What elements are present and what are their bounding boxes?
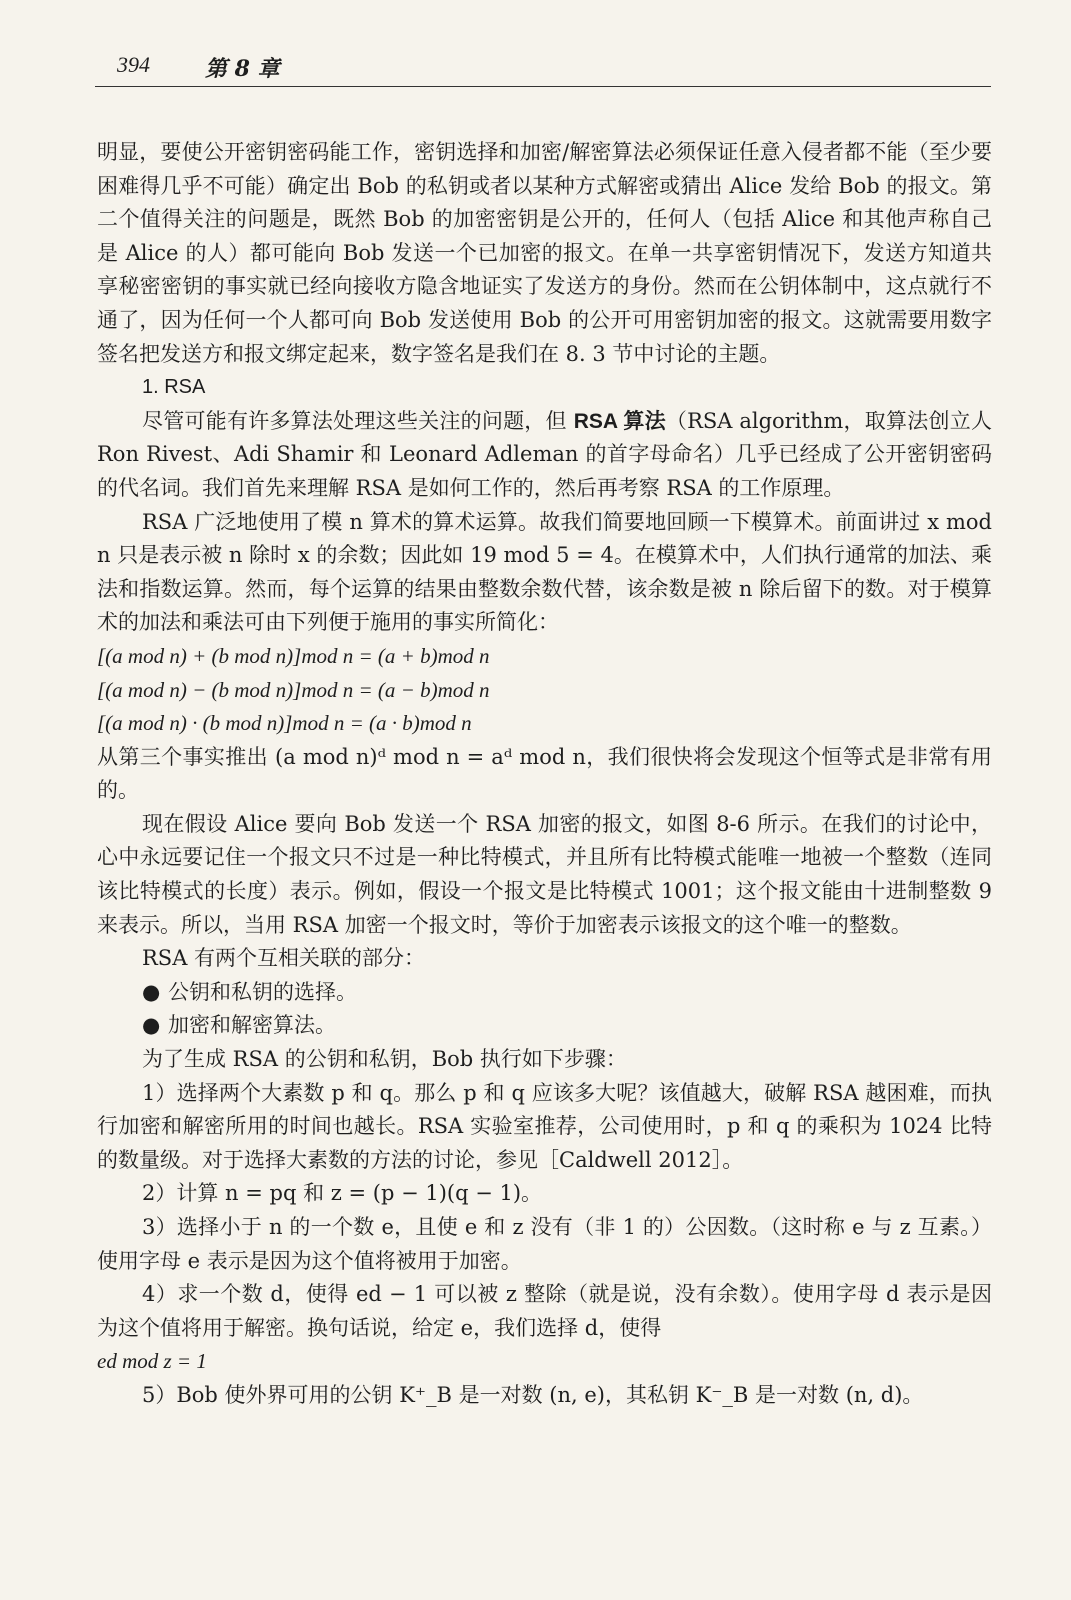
rsa-intro-text-b: （RSA algorithm，取算法创立人 Ron Rivest、Adi Shamir 和 Leonard Adleman 的首字母命名）几乎已经成了公开密钥密码的代名词。我们首先来理解 RSA 是如何工作的，然后再考察 RSA 的工作原理。 [97,408,992,500]
section-heading-rsa: 1. RSA [142,376,206,399]
chapter-title: 第 8 章 [205,56,280,82]
step-5: 5）Bob 使外界可用的公钥 K⁺_B 是一对数 (n, e)，其私钥 K⁻_B 是一对数 (n, d)。 [142,1382,924,1407]
equation-multiplication: [(a mod n) · (b mod n)]mod n = (a · b)mod n [97,711,472,736]
paragraph-key-generation: 为了生成 RSA 的公钥和私钥，Bob 执行如下步骤： [142,1047,627,1072]
page-number: 394 [117,52,150,77]
bullet-item-key-selection [97,976,992,1010]
step-2: 2）计算 n = pq 和 z = (p − 1)(q − 1)。 [142,1181,543,1206]
paragraph-rsa-intro [97,405,992,506]
rsa-intro-text-a: 尽管可能有许多算法处理这些关注的问题，但 [142,408,574,433]
paragraph-bit-pattern: 现在假设 Alice 要向 Bob 发送一个 RSA 加密的报文，如图 8-6 所示。在我们的讨论中，心中永远要记住一个报文只不过是一种比特模式，并且所有比特模式能唯一地被一个整数（连同该比特模式的长度）表示。例如，假设一个报文是比特模式 1001；这个报文能由十进制整数 9 来表示。所以，当用 RSA 加密一个报文时，等价于加密表示该报文的这个唯一的整数。 [97,811,992,937]
paragraph-identity: 从第三个事实推出 (a mod n)ᵈ mod n = aᵈ mod n，我们很快将会发现这个恒等式是非常有用的。 [97,744,992,803]
bullet-text: 加密和解密算法。 [168,1013,336,1038]
bullet-item-algorithms [97,1009,992,1043]
bullet-icon: ● [142,1013,161,1038]
paragraph-modular-arithmetic: RSA 广泛地使用了模 n 算术的算术运算。故我们简要地回顾一下模算术。前面讲过 x mod n 只是表示被 n 除时 x 的余数；因此如 19 mod 5 = 4。在模算术中，人们执行通常的加法、乘法和指数运算。然而，每个运算的结果由整数余数代替，该余数是被 n 除后留下的数。对于模算术的加法和乘法可由下列便于施用的事实所简化： [97,509,992,635]
page-body [97,136,992,1413]
page-header [95,50,991,87]
paragraph-1: 明显，要使公开密钥密码能工作，密钥选择和加密/解密算法必须保证任意入侵者都不能（至少要困难得几乎不可能）确定出 Bob 的私钥或者以某种方式解密或猜出 Alice 发给 Bob 的报文。第二个值得关注的问题是，既然 Bob 的加密密钥是公开的，任何人（包括 Alice 和其他声称自己是 Alice 的人）都可能向 Bob 发送一个已加密的报文。在单一共享密钥情况下，发送方知道共享秘密密钥的事实就已经向接收方隐含地证实了发送方的身份。然而在公钥体制中，这点就行不通了，因为任何一个人都可向 Bob 发送使用 Bob 的公开可用密钥加密的报文。这就需要用数字签名把发送方和报文绑定起来，数字签名是我们在 8. 3 节中讨论的主题。 [97,140,992,366]
rsa-algorithm-term: RSA 算法 [573,409,666,433]
paragraph-rsa-parts: RSA 有两个互相关联的部分： [142,946,426,971]
equation-ed-mod-z: ed mod z = 1 [97,1349,207,1374]
step-4: 4）求一个数 d，使得 ed − 1 可以被 z 整除（就是说，没有余数）。使用字母 d 表示是因为这个值将用于解密。换句话说，给定 e，我们选择 d，使得 [97,1282,992,1340]
step-3: 3）选择小于 n 的一个数 e，且使 e 和 z 没有（非 1 的）公因数。（这时称 e 与 z 互素。）使用字母 e 表示是因为这个值将被用于加密。 [97,1215,992,1273]
step-1: 1）选择两个大素数 p 和 q。那么 p 和 q 应该多大呢？该值越大，破解 RSA 越困难，而执行加密和解密所用的时间也越长。RSA 实验室推荐，公司使用时，p 和 q 的乘积为 1024 比特的数量级。对于选择大素数的方法的讨论，参见［Caldwell 2012］。 [97,1080,992,1172]
bullet-text: 公钥和私钥的选择。 [168,979,357,1004]
equation-addition: [(a mod n) + (b mod n)]mod n = (a + b)mod n [97,643,490,668]
bullet-icon: ● [142,979,161,1004]
equation-subtraction: [(a mod n) − (b mod n)]mod n = (a − b)mod n [97,677,490,702]
